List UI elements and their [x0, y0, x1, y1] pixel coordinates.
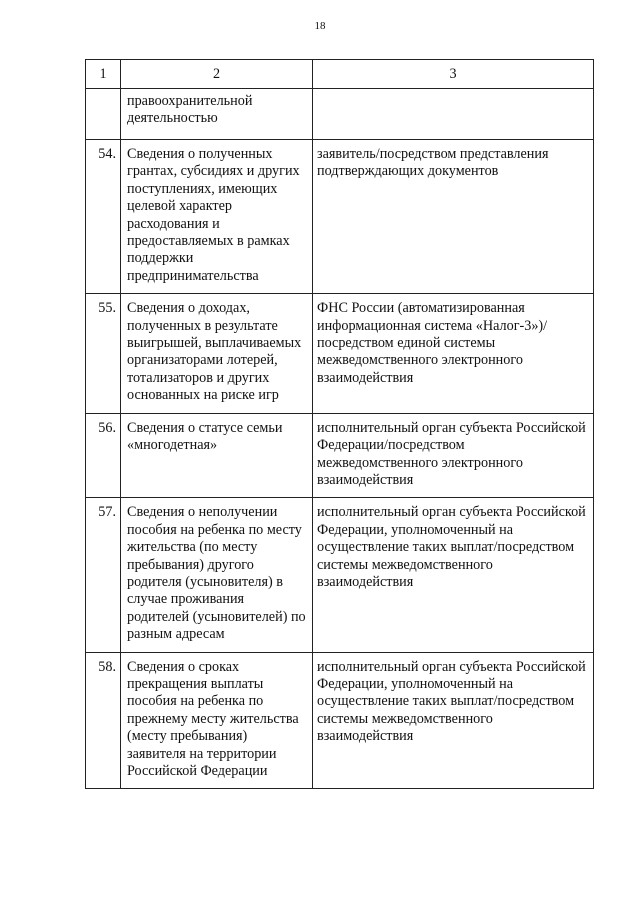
row-source-cell: исполнительный орган субъекта Российской Федерации/посредством межведомственного электронного взаимодействия	[313, 413, 594, 498]
column-header: 1	[86, 60, 121, 89]
column-header: 3	[313, 60, 594, 89]
table-row	[86, 140, 594, 294]
row-number-cell: 56.	[86, 413, 121, 498]
column-header: 2	[121, 60, 313, 89]
row-source-cell: исполнительный орган субъекта Российской Федерации, уполномоченный на осуществление таких выплат/посредством системы межведомственного взаимодействия	[313, 652, 594, 789]
row-name-cell: Сведения о полученных грантах, субсидиях и других поступлениях, имеющих целевой характер расходования и предоставляемых в рамках поддержки предпринимательства	[121, 140, 313, 294]
row-number-cell: 57.	[86, 498, 121, 652]
table-row-continuation	[86, 89, 594, 140]
table-row	[86, 294, 594, 413]
row-name-cell: Сведения о неполучении пособия на ребенка по месту жительства (по месту пребывания) другого родителя (усыновителя) в случае проживания родителей (усыновителей) по разным адресам	[121, 498, 313, 652]
table-row	[86, 652, 594, 789]
data-table	[85, 59, 594, 789]
row-source-cell: ФНС России (автоматизированная информационная система «Налог-3»)/ посредством единой системы межведомственного электронного взаимодействия	[313, 294, 594, 413]
row-number-cell	[86, 89, 121, 140]
row-name-cell: правоохранительной деятельностью	[121, 89, 313, 140]
row-name-cell: Сведения о доходах, полученных в результате выигрышей, выплачиваемых организаторами лотерей, тотализаторов и других основанных на риске игр	[121, 294, 313, 413]
row-source-cell: заявитель/посредством представления подтверждающих документов	[313, 140, 594, 294]
row-number-cell: 55.	[86, 294, 121, 413]
row-name-cell: Сведения о статусе семьи «многодетная»	[121, 413, 313, 498]
table-header-row	[86, 60, 594, 89]
row-source-cell	[313, 89, 594, 140]
row-source-cell: исполнительный орган субъекта Российской Федерации, уполномоченный на осуществление таких выплат/посредством системы межведомственного взаимодействия	[313, 498, 594, 652]
table-row	[86, 413, 594, 498]
row-number-cell: 58.	[86, 652, 121, 789]
row-name-cell: Сведения о сроках прекращения выплаты пособия на ребенка по прежнему месту жительства (месту пребывания) заявителя на территории Российской Федерации	[121, 652, 313, 789]
table-row	[86, 498, 594, 652]
page-number: 18	[314, 20, 326, 32]
row-number-cell: 54.	[86, 140, 121, 294]
